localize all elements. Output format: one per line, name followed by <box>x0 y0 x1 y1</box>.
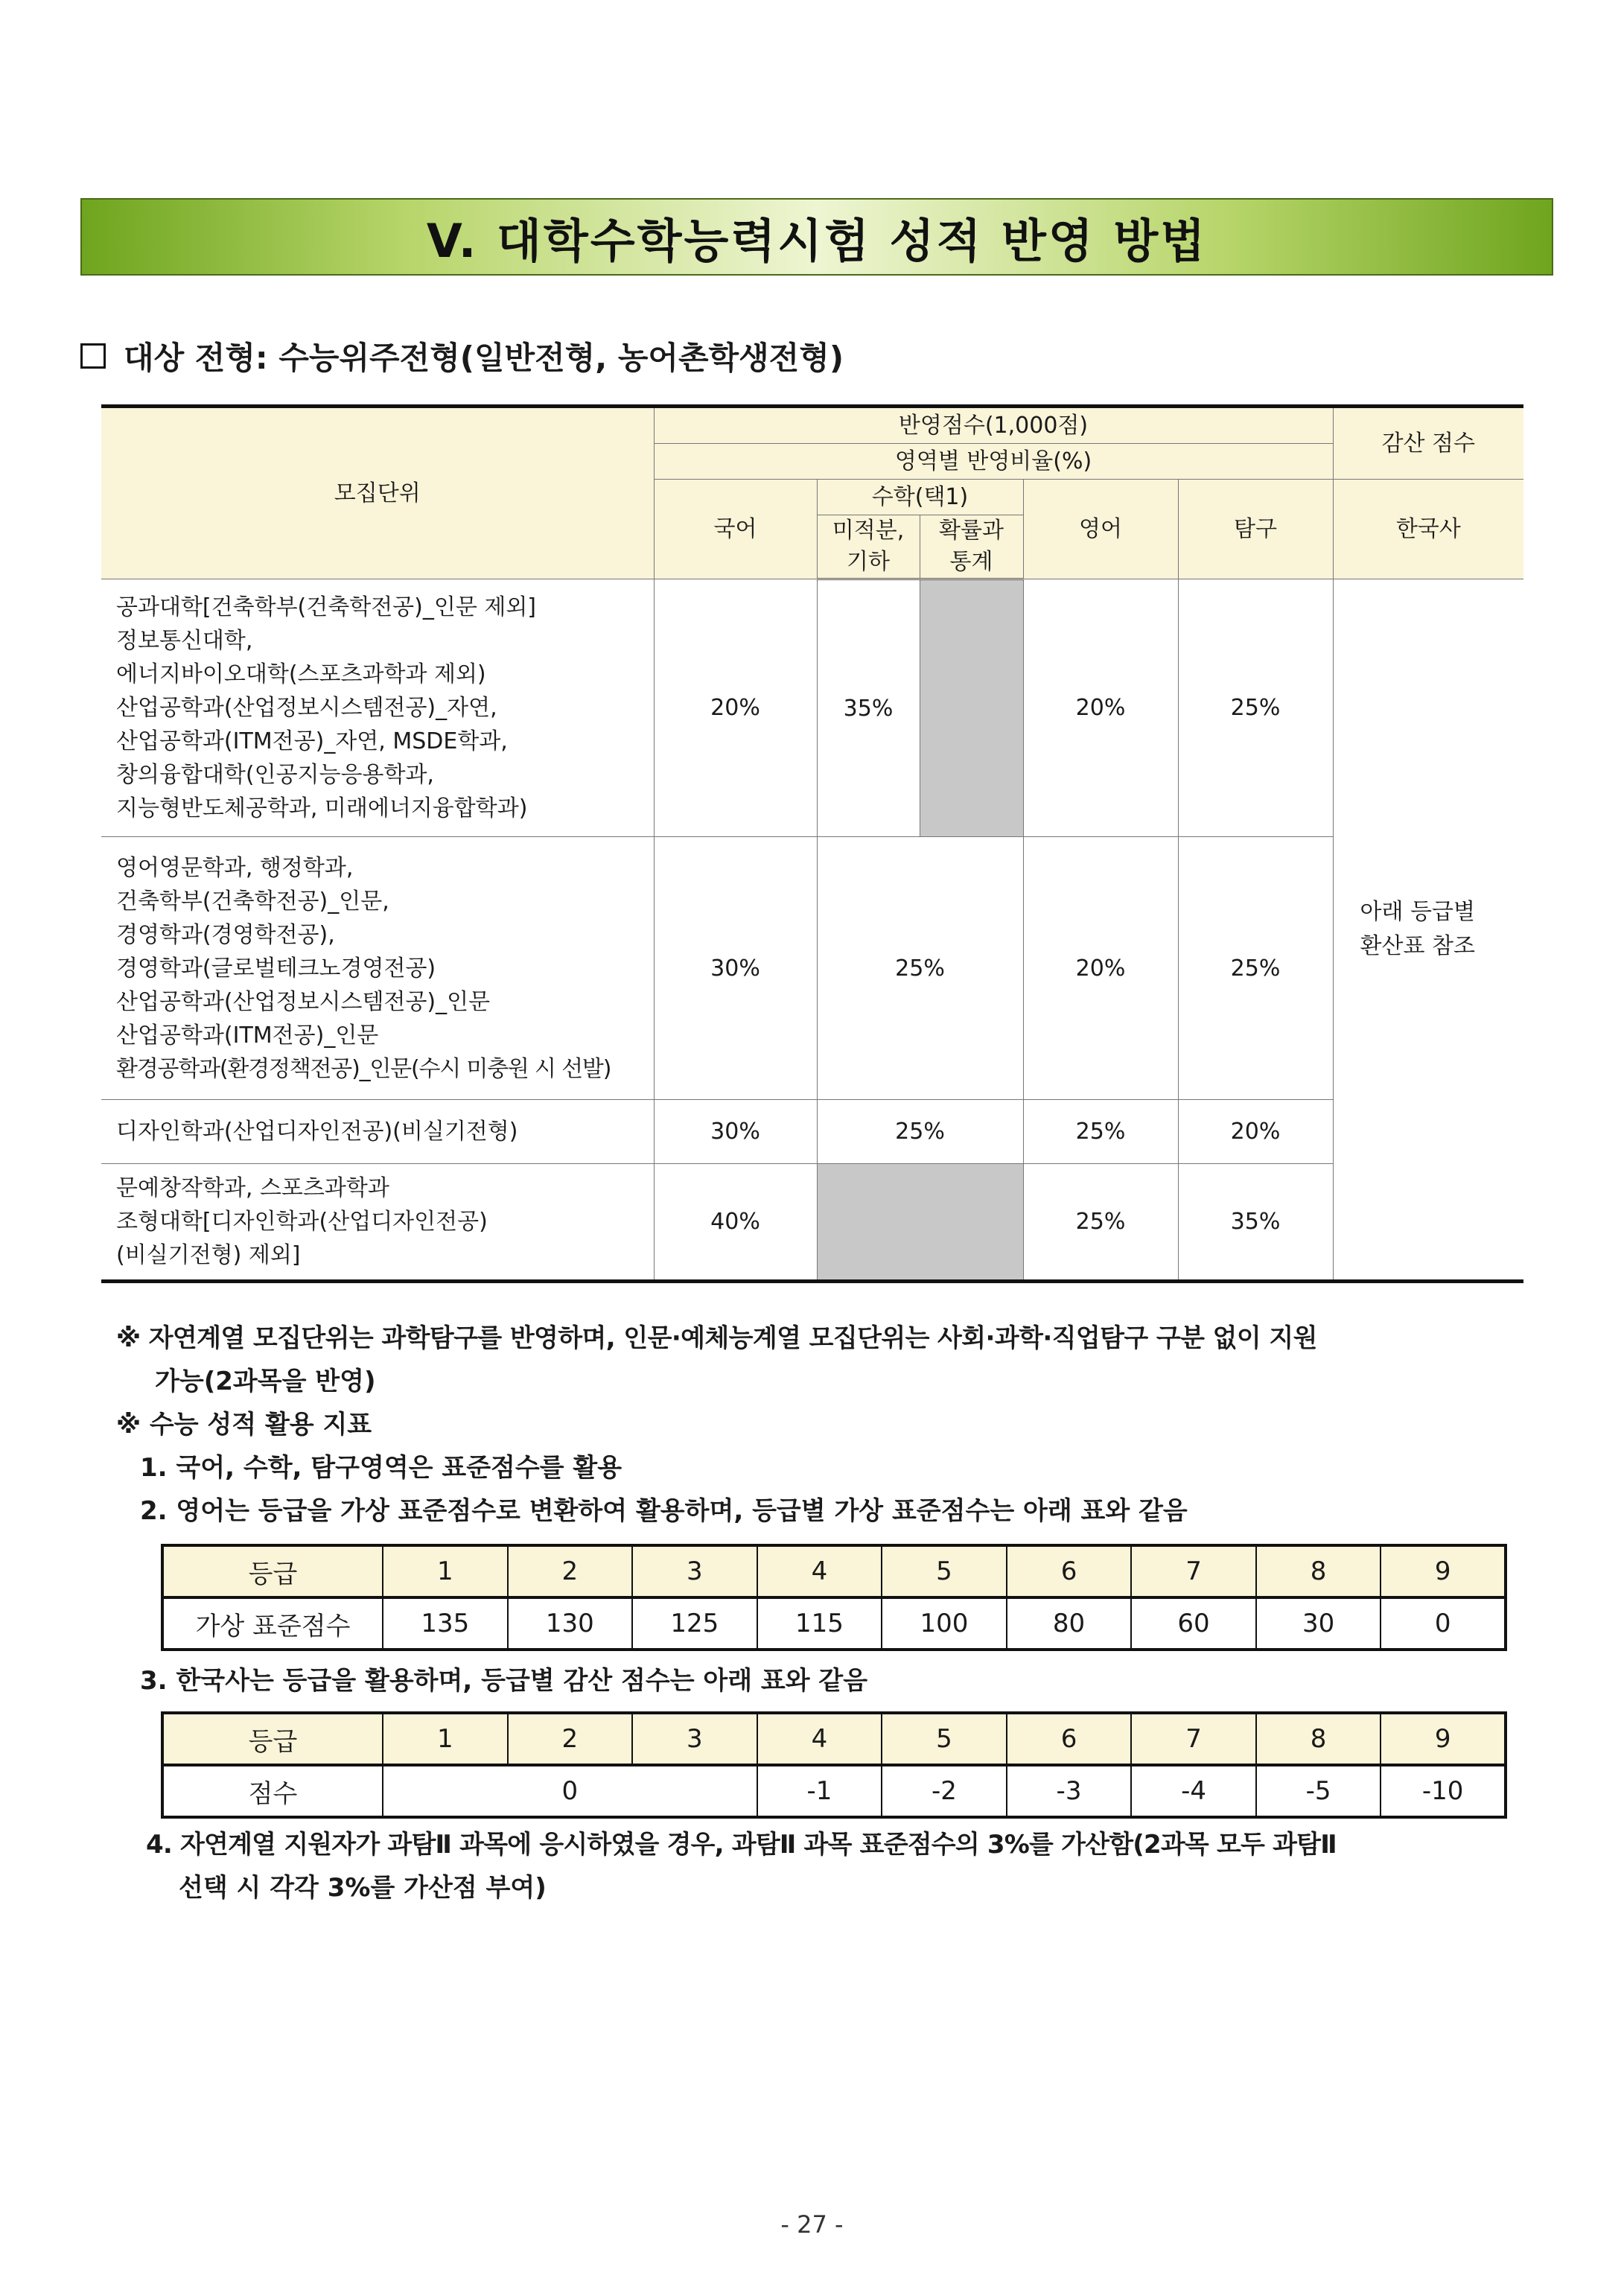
cell-english: 20% <box>1023 837 1178 1100</box>
unit-line: 경영학과(경영학전공), <box>116 921 335 948</box>
cell-history-note <box>1333 579 1523 1282</box>
table-row-unit <box>101 837 654 1100</box>
notes-bonus <box>146 1823 1546 1909</box>
table-row-unit <box>101 1164 654 1282</box>
cell-english: 20% <box>1023 579 1178 837</box>
header-math-statistics-l2: 통계 <box>949 549 993 575</box>
score-cell: 100 <box>882 1597 1007 1650</box>
score-label: 점수 <box>162 1765 383 1817</box>
score-cell: -3 <box>1007 1765 1132 1817</box>
unit-line: 산업공학과(ITM전공)_자연, MSDE학과, <box>116 728 508 754</box>
section-heading <box>80 334 844 378</box>
unit-line: 산업공학과(ITM전공)_인문 <box>116 1022 379 1049</box>
note-history-deduct: 3. 한국사는 등급을 활용하며, 등급별 감산 점수는 아래 표와 같음 <box>140 1666 868 1696</box>
notes-history <box>116 1659 1546 1702</box>
header-english: 영어 <box>1023 480 1178 579</box>
unit-line: 문예창작학과, 스포츠과학과 <box>116 1175 389 1201</box>
grade-cell: 1 <box>383 1713 508 1765</box>
unit-line: 산업공학과(산업정보시스템전공)_인문 <box>116 988 491 1015</box>
grade-cell: 6 <box>1007 1545 1132 1597</box>
note-science-inquiry: ※ 자연계열 모집단위는 과학탐구를 반영하며, 인문·예체능계열 모집단위는 사회·과학·직업탐구 구분 없이 지원 <box>116 1323 1317 1353</box>
cell-korean: 20% <box>654 579 817 837</box>
header-score: 반영점수(1,000점) <box>654 407 1333 444</box>
score-cell: 0 <box>383 1765 757 1817</box>
unit-line: 창의융합대학(인공지능응용학과, <box>116 762 434 788</box>
unit-line: 지능형반도체공학과, 미래에너지융합학과) <box>116 795 528 821</box>
grade-cell: 7 <box>1131 1545 1256 1597</box>
header-inquiry: 탐구 <box>1178 480 1333 579</box>
cell-english: 25% <box>1023 1100 1178 1164</box>
grade-label: 등급 <box>162 1545 383 1597</box>
header-unit: 모집단위 <box>101 407 654 579</box>
cell-english: 25% <box>1023 1164 1178 1282</box>
notes <box>116 1317 1546 1533</box>
score-cell: 125 <box>632 1597 757 1650</box>
grade-cell: 8 <box>1256 1545 1381 1597</box>
score-cell: -2 <box>882 1765 1007 1817</box>
grade-cell: 5 <box>882 1545 1007 1597</box>
grade-label: 등급 <box>162 1713 383 1765</box>
header-math-calculus <box>817 515 920 579</box>
grade-cell: 9 <box>1381 1545 1506 1597</box>
header-math-statistics-l1: 확률과 <box>939 518 1004 544</box>
history-note-l1: 아래 등급별 <box>1360 899 1475 925</box>
unit-line: 공과대학[건축학부(건축학전공)_인문 제외] <box>116 594 537 620</box>
header-korean: 국어 <box>654 480 817 579</box>
unit-line: 영어영문학과, 행정학과, <box>116 854 354 881</box>
score-cell: -4 <box>1131 1765 1256 1817</box>
score-cell: 130 <box>508 1597 633 1650</box>
grade-cell: 2 <box>508 1713 633 1765</box>
header-math: 수학(택1) <box>817 480 1023 515</box>
cell-math: 25% <box>817 837 1023 1100</box>
score-label: 가상 표준점수 <box>162 1597 383 1650</box>
note-science-bonus: 4. 자연계열 지원자가 과탐Ⅱ 과목에 응시하였을 경우, 과탐Ⅱ 과목 표준점수의 3%를 가산함(2과목 모두 과탐Ⅱ <box>146 1830 1337 1860</box>
page-title-text: V. 대학수학능력시험 성적 반영 방법 <box>426 213 1208 268</box>
note-standard-score: 1. 국어, 수학, 탐구영역은 표준점수를 활용 <box>140 1453 622 1483</box>
cell-inquiry: 25% <box>1178 837 1333 1100</box>
note-science-inquiry-cont: 가능(2과목을 반영) <box>155 1367 376 1396</box>
cell-math-na <box>817 1164 1023 1282</box>
table-row-unit <box>101 1100 654 1164</box>
unit-line: 경영학과(글로벌테크노경영전공) <box>116 955 436 982</box>
unit-line: 에너지바이오대학(스포츠과학과 제외) <box>116 661 486 687</box>
score-cell: 135 <box>383 1597 508 1650</box>
score-cell: -10 <box>1381 1765 1506 1817</box>
cell-math-statistics-na <box>920 579 1023 837</box>
unit-line: 환경공학과(환경정책전공)_인문(수시 미충원 시 선발) <box>116 1055 611 1082</box>
history-note-l2: 환산표 참조 <box>1360 933 1475 959</box>
score-cell: 0 <box>1381 1597 1506 1650</box>
grade-cell: 3 <box>632 1545 757 1597</box>
score-cell: 30 <box>1256 1597 1381 1650</box>
header-history: 한국사 <box>1333 480 1523 579</box>
note-english-conversion: 2. 영어는 등급을 가상 표준점수로 변환하여 활용하며, 등급별 가상 표준점수는 아래 표와 같음 <box>140 1496 1188 1526</box>
score-cell: -5 <box>1256 1765 1381 1817</box>
grade-cell: 9 <box>1381 1713 1506 1765</box>
page-title <box>80 198 1553 276</box>
header-math-calculus-l2: 기하 <box>847 549 890 575</box>
grade-cell: 5 <box>882 1713 1007 1765</box>
header-math-calculus-l1: 미적분, <box>832 518 905 544</box>
grade-cell: 3 <box>632 1713 757 1765</box>
cell-math-calculus: 35% <box>817 579 920 837</box>
unit-line: (비실기전형) 제외] <box>116 1242 301 1268</box>
note-indicators: ※ 수능 성적 활용 지표 <box>116 1410 372 1440</box>
unit-line: 디자인학과(산업디자인전공)(비실기전형) <box>116 1119 518 1145</box>
score-ratio-table <box>101 404 1523 1283</box>
table-row-unit <box>101 579 654 837</box>
cell-korean: 30% <box>654 1100 817 1164</box>
cell-inquiry: 35% <box>1178 1164 1333 1282</box>
score-cell: 115 <box>757 1597 882 1650</box>
grade-cell: 7 <box>1131 1713 1256 1765</box>
history-score-table <box>161 1711 1507 1819</box>
unit-line: 정보통신대학, <box>116 628 253 654</box>
score-cell: -1 <box>757 1765 882 1817</box>
cell-korean: 40% <box>654 1164 817 1282</box>
checkbox-icon <box>80 343 106 369</box>
cell-korean: 30% <box>654 837 817 1100</box>
grade-cell: 6 <box>1007 1713 1132 1765</box>
grade-cell: 1 <box>383 1545 508 1597</box>
english-score-table <box>161 1544 1507 1651</box>
unit-line: 건축학부(건축학전공)_인문, <box>116 888 389 915</box>
cell-math: 25% <box>817 1100 1023 1164</box>
header-ratio: 영역별 반영비율(%) <box>654 444 1333 480</box>
note-science-bonus-cont: 선택 시 각각 3%를 가산점 부여) <box>179 1873 547 1903</box>
cell-inquiry: 25% <box>1178 579 1333 837</box>
section-heading-text: 대상 전형: 수능위주전형(일반전형, 농어촌학생전형) <box>124 340 844 376</box>
unit-line: 조형대학[디자인학과(산업디자인전공) <box>116 1209 488 1235</box>
score-cell: 60 <box>1131 1597 1256 1650</box>
cell-inquiry: 20% <box>1178 1100 1333 1164</box>
grade-cell: 2 <box>508 1545 633 1597</box>
grade-cell: 4 <box>757 1713 882 1765</box>
grade-cell: 8 <box>1256 1713 1381 1765</box>
header-math-statistics <box>920 515 1023 579</box>
grade-cell: 4 <box>757 1545 882 1597</box>
header-deduct: 감산 점수 <box>1333 407 1523 480</box>
unit-line: 산업공학과(산업정보시스템전공)_자연, <box>116 695 497 721</box>
page-number: - 27 - <box>780 2210 844 2239</box>
score-cell: 80 <box>1007 1597 1132 1650</box>
